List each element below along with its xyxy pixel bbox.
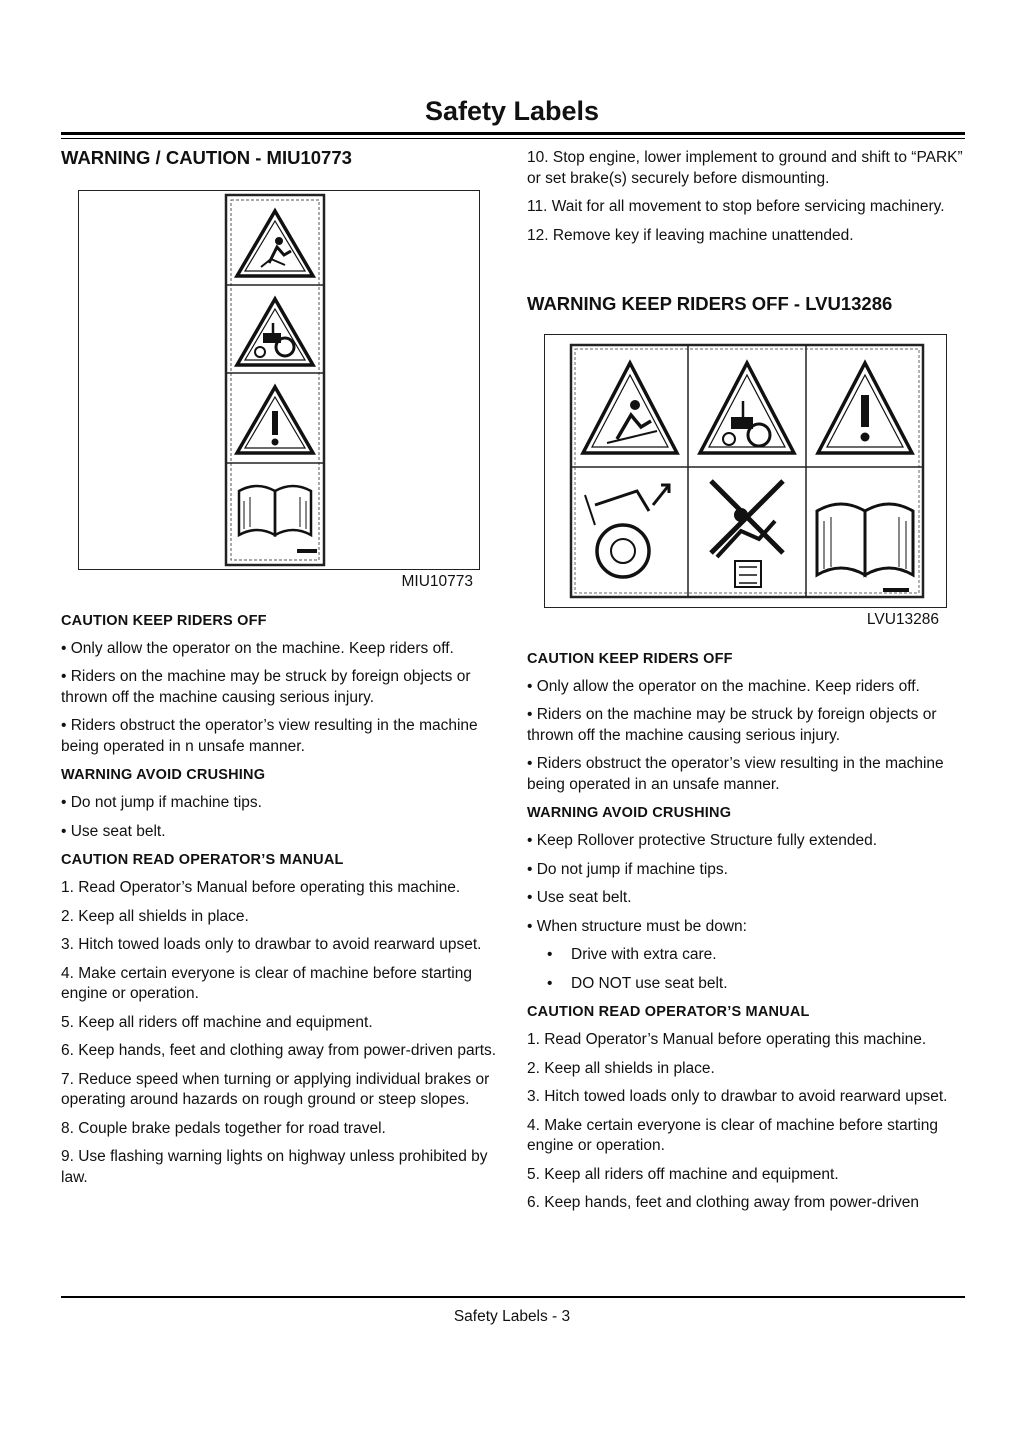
list-item: 6. Keep hands, feet and clothing away from power-driven bbox=[527, 1194, 920, 1211]
tractor-rollover-hazard-icon bbox=[700, 363, 794, 453]
list-item: • Use seat belt. bbox=[527, 889, 632, 906]
list-item: 5. Keep all riders off machine and equipment. bbox=[61, 1013, 373, 1031]
rider-thrown-hazard-icon bbox=[583, 363, 677, 453]
group-title: WARNING AVOID CRUSHING bbox=[527, 805, 732, 821]
group-title: CAUTION READ OPERATOR’S MANUAL bbox=[527, 1004, 810, 1020]
list-item: 4. Make certain everyone is clear of machine before starting engine or operation. bbox=[61, 964, 472, 1002]
page-footer: Safety Labels - 3 bbox=[453, 1308, 571, 1325]
header-rule-thick bbox=[61, 132, 965, 135]
figure-lvu13286 bbox=[544, 334, 947, 608]
right-group-avoid-crushing bbox=[527, 803, 967, 994]
tractor-rollover-hazard-icon bbox=[237, 299, 313, 365]
list-item: 3. Hitch towed loads only to drawbar to avoid rearward upset. bbox=[527, 1088, 948, 1105]
mower-deck-rider-icon bbox=[585, 485, 669, 577]
figure-miu10773 bbox=[78, 190, 480, 570]
sub-list-item: • Drive with extra care. bbox=[527, 945, 967, 966]
group-title: CAUTION KEEP RIDERS OFF bbox=[61, 612, 267, 629]
list-item: • When structure must be down: bbox=[527, 917, 747, 935]
list-item: • Keep Rollover protective Structure fully extended. bbox=[527, 832, 878, 849]
list-item: 12. Remove key if leaving machine unattended. bbox=[527, 226, 854, 244]
list-item: 9. Use flashing warning lights on highway unless prohibited by law. bbox=[61, 1148, 488, 1186]
list-item: • Do not jump if machine tips. bbox=[61, 794, 262, 811]
list-item: 8. Couple brake pedals together for road travel. bbox=[61, 1119, 386, 1137]
header-rule-thin bbox=[61, 138, 965, 139]
page-title: Safety Labels bbox=[424, 96, 600, 126]
general-warning-icon bbox=[818, 363, 912, 453]
list-item: 4. Make certain everyone is clear of machine before starting engine or operation. bbox=[527, 1116, 938, 1154]
safety-decal-vertical bbox=[79, 191, 479, 569]
list-item: • Riders obstruct the operator’s view resulting in the machine being operated in an unsafe manner. bbox=[527, 755, 944, 793]
list-item: 3. Hitch towed loads only to drawbar to avoid rearward upset. bbox=[61, 936, 482, 953]
list-item: 2. Keep all shields in place. bbox=[61, 907, 249, 925]
right-group-riders-off bbox=[527, 649, 967, 796]
sub-list-item: • DO NOT use seat belt. bbox=[527, 974, 967, 995]
section-title-miu10773: WARNING / CAUTION - MIU10773 bbox=[61, 147, 352, 168]
list-item: • Riders on the machine may be struck by foreign objects or thrown off the machine causing serious injury. bbox=[527, 706, 937, 744]
left-group-read-manual bbox=[61, 850, 497, 1188]
general-warning-icon bbox=[237, 387, 313, 453]
list-item: • Do not jump if machine tips. bbox=[527, 860, 728, 878]
list-item: 11. Wait for all movement to stop before servicing machinery. bbox=[527, 198, 945, 215]
operator-manual-book-icon bbox=[817, 504, 913, 575]
list-item: • Riders on the machine may be struck by foreign objects or thrown off the machine causing serious injury. bbox=[61, 668, 471, 706]
list-item: 1. Read Operator’s Manual before operating this machine. bbox=[527, 1031, 927, 1048]
list-item: 5. Keep all riders off machine and equipment. bbox=[527, 1165, 839, 1183]
list-item: 10. Stop engine, lower implement to ground and shift to “PARK” or set brake(s) securely before dismounting. bbox=[527, 149, 963, 187]
list-item: 7. Reduce speed when turning or applying individual brakes or operating around hazards on rough ground or steep slopes. bbox=[61, 1070, 490, 1108]
right-group-read-manual bbox=[527, 1002, 967, 1214]
left-group-riders-off bbox=[61, 611, 497, 758]
group-title: WARNING AVOID CRUSHING bbox=[61, 767, 266, 783]
list-item: • Use seat belt. bbox=[61, 822, 166, 840]
operator-manual-book-icon bbox=[239, 486, 311, 535]
rider-thrown-hazard-icon bbox=[237, 211, 313, 276]
right-column bbox=[527, 148, 967, 1222]
list-item: • Riders obstruct the operator’s view resulting in the machine being operated in n unsafe manner. bbox=[61, 717, 478, 755]
left-column bbox=[61, 146, 497, 1196]
left-group-avoid-crushing bbox=[61, 765, 497, 842]
section-title-lvu13286: WARNING KEEP RIDERS OFF - LVU13286 bbox=[527, 293, 893, 314]
figure-caption-miu10773: MIU10773 bbox=[401, 573, 473, 590]
list-item: • Only allow the operator on the machine. Keep riders off. bbox=[61, 639, 454, 657]
no-riders-prohibition-icon bbox=[711, 481, 783, 587]
list-item: 2. Keep all shields in place. bbox=[527, 1059, 715, 1077]
group-title: CAUTION READ OPERATOR’S MANUAL bbox=[61, 852, 344, 868]
figure-caption-lvu13286: LVU13286 bbox=[866, 611, 939, 628]
list-item: 6. Keep hands, feet and clothing away from power-driven parts. bbox=[61, 1042, 497, 1059]
list-item: 1. Read Operator’s Manual before operating this machine. bbox=[61, 879, 461, 896]
group-title: CAUTION KEEP RIDERS OFF bbox=[527, 650, 733, 667]
footer-rule bbox=[61, 1296, 965, 1298]
list-item: • Only allow the operator on the machine. Keep riders off. bbox=[527, 677, 920, 695]
safety-decal-grid bbox=[545, 335, 946, 607]
